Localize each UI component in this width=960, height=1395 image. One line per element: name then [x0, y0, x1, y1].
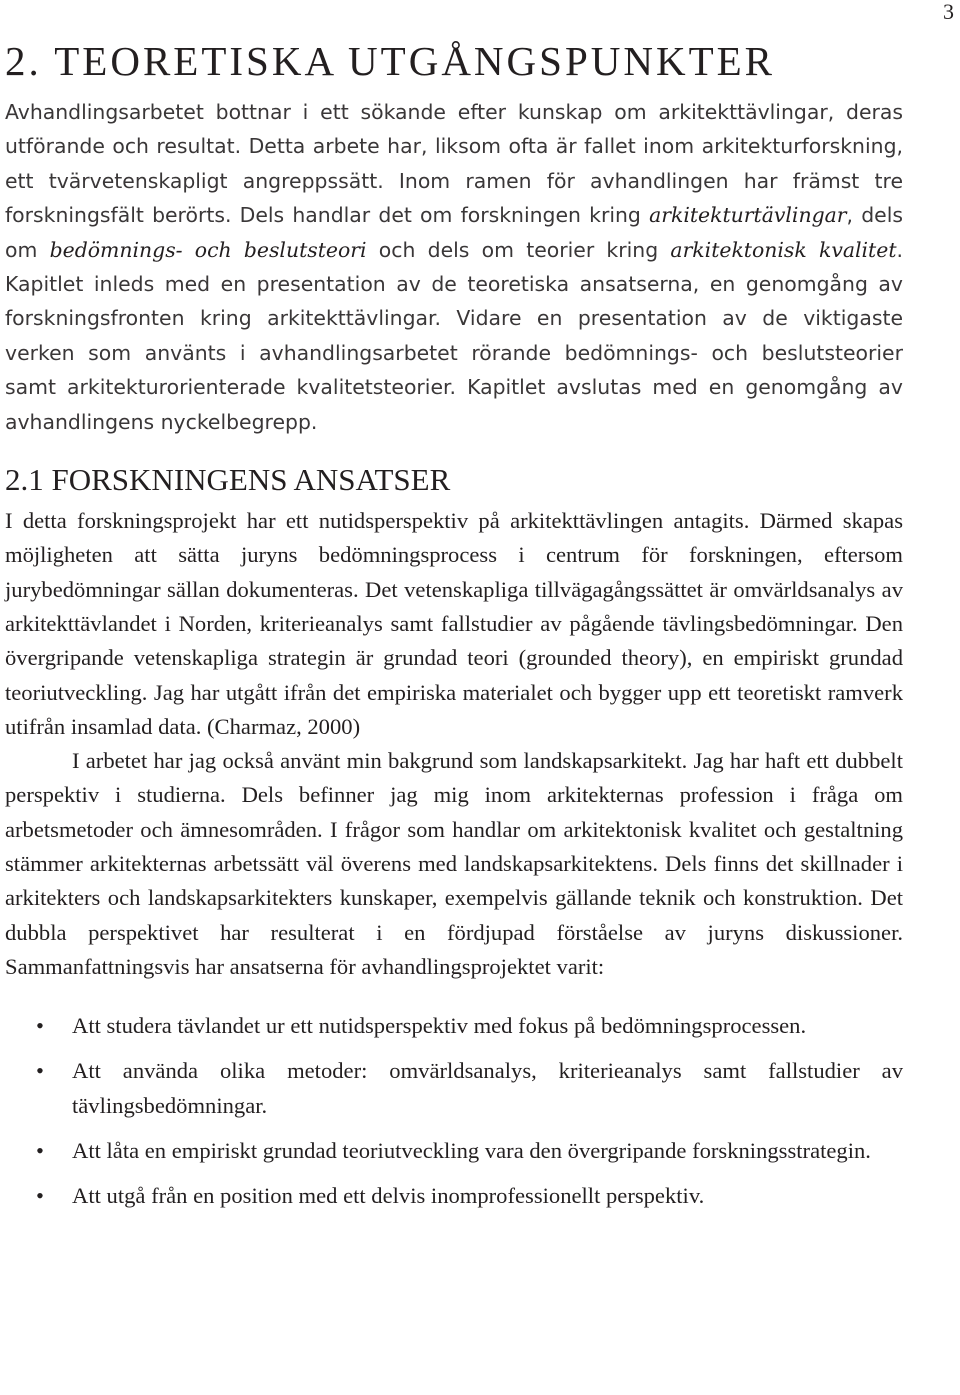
list-item	[5, 1133, 903, 1168]
intro-text-1: Avhandlingsarbetet bottnar i ett sökande efter kunskap om arkitekttävlingar, deras utförande och resultat. Detta arbete har, liksom ofta är fallet inom arkitekturforskning, ett tvärvetenskapligt angreppssätt. Inom ramen för avhandlingen har främst tre forskningsfält berörts. Dels handlar det om forskningen kring	[5, 100, 903, 228]
bullet-icon: •	[36, 1138, 44, 1164]
bullet-icon: •	[36, 1013, 44, 1039]
intro-paragraph	[5, 95, 903, 439]
list-item	[5, 1178, 903, 1213]
approach-list	[5, 1008, 903, 1213]
page-content	[5, 36, 903, 1223]
intro-text-2: , dels om	[5, 203, 903, 262]
bullet-icon: •	[36, 1058, 44, 1084]
page-number: 3	[943, 0, 954, 24]
chapter-title: 2. TEORETISKA UTGÅNGSPUNKTER	[5, 38, 776, 84]
list-item	[5, 1053, 903, 1123]
bullet-icon: •	[36, 1183, 44, 1209]
intro-emphasis-1: arkitekturtävlingar	[649, 203, 847, 228]
section-paragraph-1: I detta forskningsprojekt har ett nutidsperspektiv på arkitekttävlingen antagits. Därmed skapas möjligheten att sätta juryns bedömningsprocess i centrum för forskningen, eftersom jurybedömningar sällan dokumenteras. Det vetenskapliga tillvägagångssättet är omvärldsanalys av arkitekttävlandet i Norden, kriterieanalys samt fallstudier av pågående tävlingsbedömningar. Den övergripande vetenskapliga strategin är grundad teori (grounded theory), en empiriskt grundad teoriutveckling. Jag har utgått ifrån det empiriska materialet och bygger upp ett teoretiskt ramverk utifrån insamlad data. (Charmaz, 2000)	[5, 508, 903, 739]
list-item-text: Att låta en empiriskt grundad teoriutveckling vara den övergripande forskningsstrategin.	[72, 1138, 871, 1164]
intro-emphasis-3: arkitektonisk kvalitet	[670, 237, 897, 262]
list-item-text: Att utgå från en position med ett delvis inomprofessionellt perspektiv.	[72, 1183, 705, 1209]
intro-text-3: och dels om teorier kring	[366, 237, 671, 262]
section-paragraph-2: I arbetet har jag också använt min bakgrund som landskapsarkitekt. Jag har haft ett dubbelt perspektiv i studierna. Dels befinner jag mig inom arkitekternas profession i fråga om arbetsmetoder och ämnesområden. I frågor som handlar om arkitektonisk kvalitet och gestaltning stämmer arkitekternas arbetssätt väl överens med landskapsarkitektens. Dels finns det skillnader i arkitekters och landskapsarkitekters kunskaper, exempelvis gällande teknik och konstruktion. Det dubbla perspektivet har resulterat i en fördjupad förståelse av juryns diskussioner. Sammanfattningsvis har ansatserna för avhandlingsprojektet varit:	[5, 748, 903, 979]
list-item-text: Att studera tävlandet ur ett nutidsperspektiv med fokus på bedömningsprocessen.	[72, 1013, 807, 1039]
intro-emphasis-2: bedömnings- och beslutsteori	[49, 237, 367, 262]
intro-text-4: . Kapitlet inleds med en presentation av de teoretiska ansatserna, en genomgång av forskningsfronten kring arkitekttävlingar. Vidare en presentation av de viktigaste verken som använts i avhandlingsarbetet rörande bedömnings- och beslutsteorier samt arkitekturorienterade kvalitetsteorier. Kapitlet avslutas med en genomgång av avhandlingens nyckelbegrepp.	[5, 237, 903, 434]
list-item-text: Att använda olika metoder: omvärldsanalys, kriterieanalys samt fallstudier av tävlingsbedömningar.	[72, 1058, 903, 1119]
section-title: 2.1 FORSKNINGENS ANSATSER	[5, 462, 451, 498]
list-item	[5, 1008, 903, 1043]
